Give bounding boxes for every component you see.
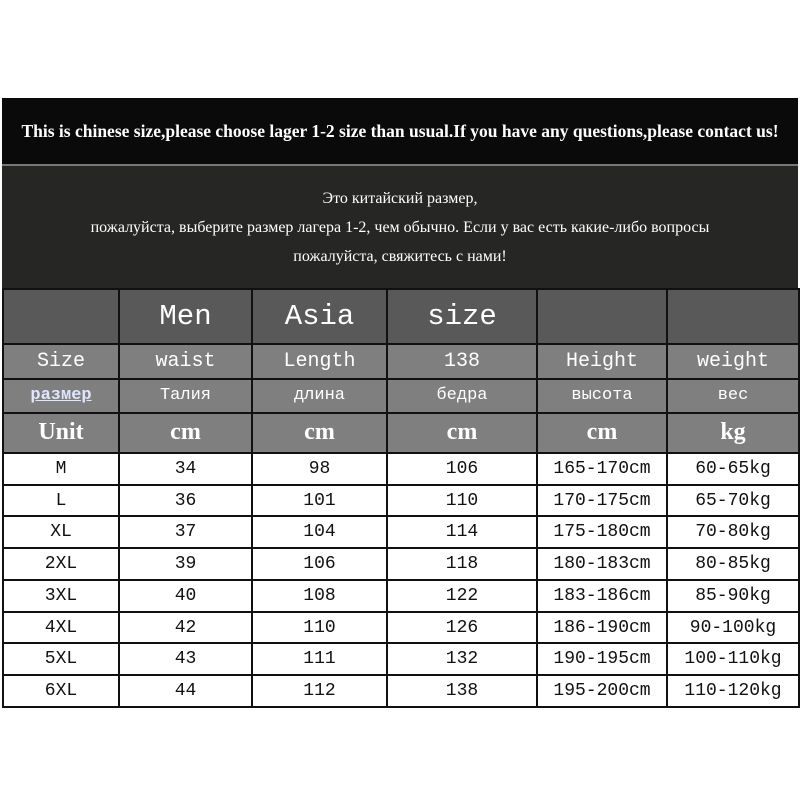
title-cell: Asia	[252, 289, 387, 344]
table-cell: 6XL	[3, 675, 119, 707]
table-cell: 43	[119, 643, 252, 675]
table-row	[3, 485, 799, 517]
table-cell: 34	[119, 453, 252, 485]
table-cell: 60-65kg	[667, 453, 799, 485]
title-cell: size	[387, 289, 537, 344]
table-row	[3, 643, 799, 675]
header-row-russian	[3, 379, 799, 413]
table-cell: 4XL	[3, 612, 119, 644]
english-notice	[2, 98, 798, 166]
title-row	[3, 289, 799, 344]
table-cell: 110	[387, 485, 537, 517]
table-cell: 122	[387, 580, 537, 612]
russian-notice-line-3: пожалуйста, свяжитесь с нами!	[293, 247, 507, 265]
column-header: 138	[387, 344, 537, 379]
table-cell: 126	[387, 612, 537, 644]
table-cell: 36	[119, 485, 252, 517]
column-header-russian-link[interactable]: размер	[3, 379, 119, 413]
unit-cell: cm	[387, 413, 537, 453]
table-cell: 175-180cm	[537, 516, 667, 548]
unit-row	[3, 413, 799, 453]
table-row	[3, 516, 799, 548]
table-cell: 65-70kg	[667, 485, 799, 517]
table-cell: 104	[252, 516, 387, 548]
table-cell: 2XL	[3, 548, 119, 580]
table-cell: 186-190cm	[537, 612, 667, 644]
table-row	[3, 612, 799, 644]
table-cell: 37	[119, 516, 252, 548]
table-row	[3, 548, 799, 580]
unit-cell: Unit	[3, 413, 119, 453]
table-cell: 44	[119, 675, 252, 707]
column-header: Height	[537, 344, 667, 379]
table-cell: 180-183cm	[537, 548, 667, 580]
table-cell: 70-80kg	[667, 516, 799, 548]
table-cell: 39	[119, 548, 252, 580]
title-cell	[667, 289, 799, 344]
table-cell: 98	[252, 453, 387, 485]
table-cell: M	[3, 453, 119, 485]
table-cell: 132	[387, 643, 537, 675]
table-cell: 183-186cm	[537, 580, 667, 612]
header-row-english	[3, 344, 799, 379]
table-cell: 40	[119, 580, 252, 612]
column-header-russian: вес	[667, 379, 799, 413]
table-cell: 195-200cm	[537, 675, 667, 707]
table-cell: 114	[387, 516, 537, 548]
column-header: Length	[252, 344, 387, 379]
table-cell: 106	[252, 548, 387, 580]
table-cell: 110-120kg	[667, 675, 799, 707]
column-header: weight	[667, 344, 799, 379]
russian-notice-line-2: пожалуйста, выберите размер лагера 1-2, чем обычно. Если у вас есть какие-либо вопросы	[90, 218, 710, 236]
table-cell: 138	[387, 675, 537, 707]
table-cell: 106	[387, 453, 537, 485]
table-row	[3, 580, 799, 612]
table-cell: 111	[252, 643, 387, 675]
table-cell: 3XL	[3, 580, 119, 612]
column-header-russian: длина	[252, 379, 387, 413]
table-cell: 5XL	[3, 643, 119, 675]
column-header: Size	[3, 344, 119, 379]
column-header-russian: бедра	[387, 379, 537, 413]
title-cell	[3, 289, 119, 344]
english-notice-text: This is chinese size,please choose lager 1-2 size than usual.If you have any questions,please contact us!	[21, 120, 779, 141]
table-row	[3, 675, 799, 707]
unit-cell: cm	[537, 413, 667, 453]
unit-cell: kg	[667, 413, 799, 453]
russian-notice	[2, 166, 798, 288]
table-cell: 190-195cm	[537, 643, 667, 675]
column-header-russian: высота	[537, 379, 667, 413]
table-row	[3, 453, 799, 485]
table-cell: 100-110kg	[667, 643, 799, 675]
table-cell: 101	[252, 485, 387, 517]
russian-notice-line-1: Это китайский размер,	[322, 189, 478, 207]
title-cell: Men	[119, 289, 252, 344]
table-cell: 118	[387, 548, 537, 580]
table-cell: 170-175cm	[537, 485, 667, 517]
table-cell: XL	[3, 516, 119, 548]
unit-cell: cm	[119, 413, 252, 453]
size-table	[2, 288, 800, 708]
table-cell: 165-170cm	[537, 453, 667, 485]
table-cell: 90-100kg	[667, 612, 799, 644]
table-cell: 110	[252, 612, 387, 644]
table-cell: 85-90kg	[667, 580, 799, 612]
table-cell: 42	[119, 612, 252, 644]
column-header: waist	[119, 344, 252, 379]
column-header-russian: Талия	[119, 379, 252, 413]
title-cell	[537, 289, 667, 344]
unit-cell: cm	[252, 413, 387, 453]
table-cell: 112	[252, 675, 387, 707]
table-cell: 108	[252, 580, 387, 612]
table-cell: 80-85kg	[667, 548, 799, 580]
table-cell: L	[3, 485, 119, 517]
